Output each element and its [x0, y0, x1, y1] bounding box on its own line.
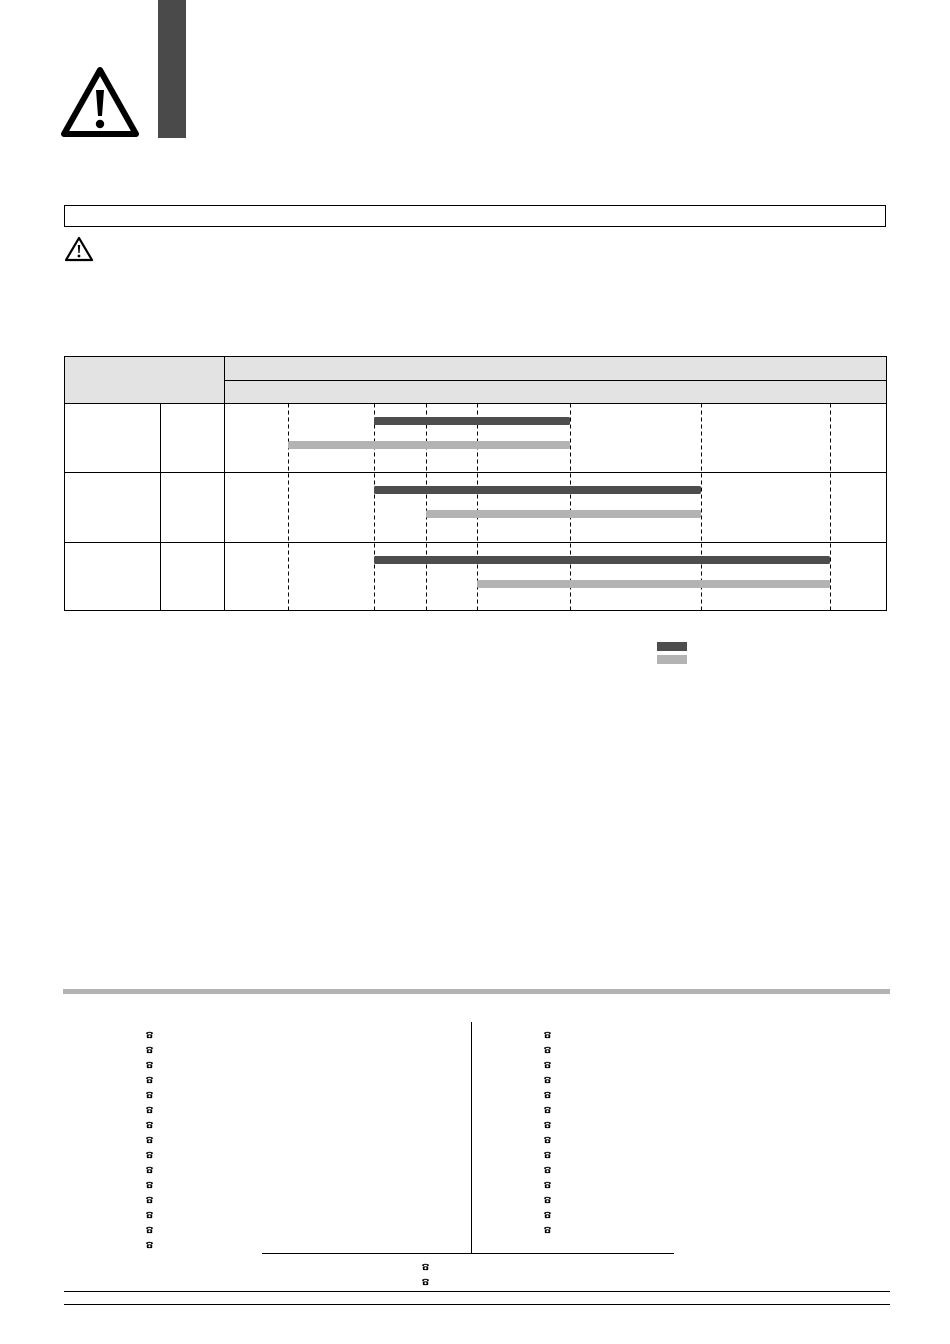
column-divider [471, 1022, 472, 1254]
telephone-icon [144, 1087, 154, 1102]
left-phone-column [144, 1027, 154, 1252]
telephone-icon [542, 1147, 552, 1162]
hub-line [262, 1253, 674, 1254]
telephone-icon [420, 1259, 430, 1274]
small-warning-icon [64, 236, 94, 262]
telephone-icon [542, 1117, 552, 1132]
notice-box [64, 205, 886, 227]
telephone-icon [144, 1042, 154, 1057]
telephone-icon [144, 1177, 154, 1192]
telephone-icon [542, 1132, 552, 1147]
telephone-icon [542, 1177, 552, 1192]
telephone-icon [144, 1222, 154, 1237]
telephone-icon [542, 1207, 552, 1222]
schedule-header [65, 357, 887, 404]
section-separator [63, 989, 890, 994]
telephone-icon [144, 1192, 154, 1207]
telephone-icon [144, 1207, 154, 1222]
telephone-icon [542, 1222, 552, 1237]
schedule-table [64, 356, 888, 614]
schedule-bars [288, 417, 830, 588]
telephone-icon [542, 1042, 552, 1057]
telephone-icon [542, 1102, 552, 1117]
telephone-icon [144, 1102, 154, 1117]
legend [657, 642, 687, 668]
telephone-icon [144, 1147, 154, 1162]
schedule-rows [65, 473, 887, 543]
telephone-icon [144, 1057, 154, 1072]
chapter-tab [158, 0, 186, 138]
warning-triangle-icon [60, 66, 140, 138]
telephone-icon [542, 1027, 552, 1042]
hub-phone-list [420, 1259, 430, 1289]
telephone-icon [144, 1072, 154, 1087]
dark-period-bar [374, 417, 570, 425]
dark-period-bar [374, 556, 830, 564]
telephone-icon [542, 1072, 552, 1087]
telephone-icon [144, 1117, 154, 1132]
telephone-icon [144, 1027, 154, 1042]
schedule-body-frame [65, 404, 887, 611]
telephone-icon [144, 1237, 154, 1252]
light-period-bar [477, 580, 830, 588]
footer-rule-bottom [64, 1304, 890, 1305]
legend-light-swatch [657, 655, 687, 664]
right-phone-column [542, 1027, 552, 1237]
dark-period-bar [374, 486, 701, 494]
light-period-bar [426, 510, 701, 518]
telephone-icon [542, 1057, 552, 1072]
telephone-icon [542, 1192, 552, 1207]
light-period-bar [288, 441, 570, 449]
footer-rule-top [64, 1291, 890, 1292]
telephone-icon [542, 1087, 552, 1102]
telephone-icon [144, 1162, 154, 1177]
telephone-icon [144, 1132, 154, 1147]
telephone-icon [542, 1162, 552, 1177]
schedule-grid [161, 404, 831, 611]
legend-dark-swatch [657, 642, 687, 651]
telephone-icon [420, 1274, 430, 1289]
